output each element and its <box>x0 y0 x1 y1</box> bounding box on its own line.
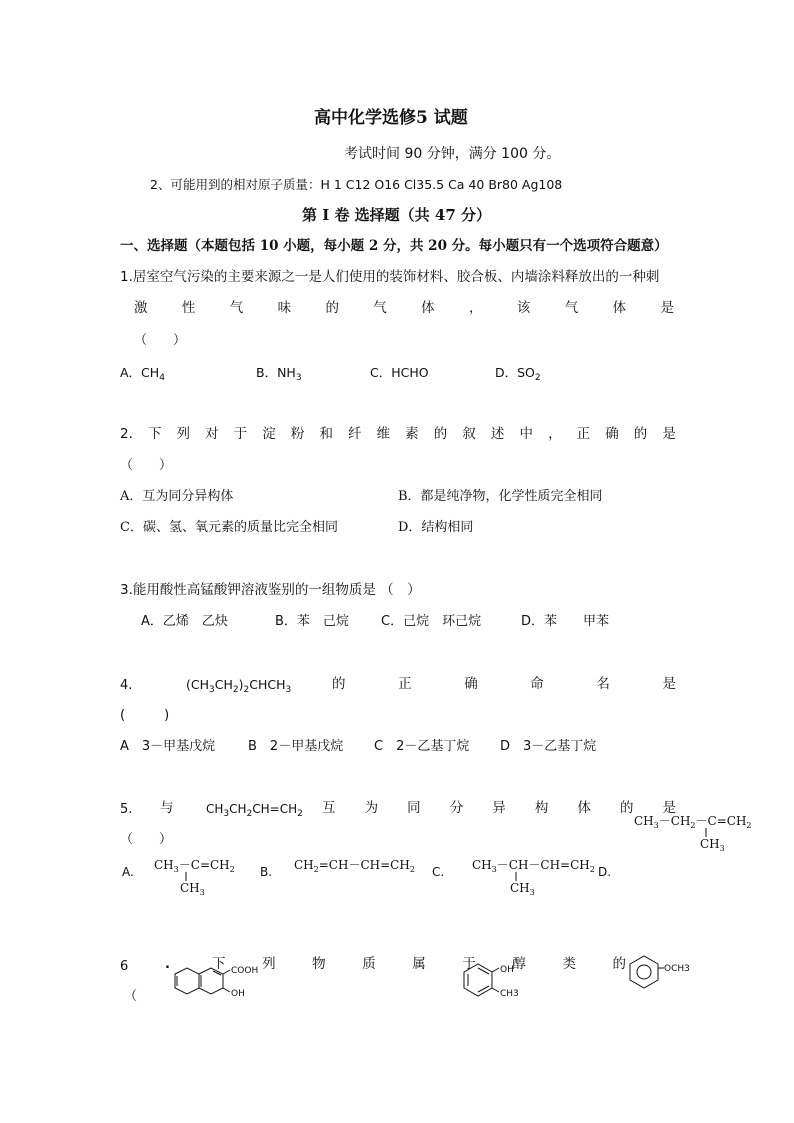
q6-char: 醇 <box>512 956 526 972</box>
q4-char: 确 <box>464 676 478 692</box>
q2-answer-blank: （ ） <box>120 458 173 473</box>
q1-option-a: A．$CH_4$ <box>120 365 165 383</box>
q4-option-b: B 2－甲基戊烷 <box>248 739 344 754</box>
q4-char: 正 <box>398 676 412 692</box>
q2-option-b: B．都是纯净物，化学性质完全相同 <box>398 489 603 504</box>
q6-number: 6 <box>120 959 129 974</box>
q2-char: 正 <box>576 426 591 442</box>
q5-char: 是 <box>662 800 676 816</box>
cresol-structure <box>458 958 538 1002</box>
q5-structure-a <box>152 854 235 897</box>
q5-stem-chars <box>322 802 676 816</box>
q5-label-a: A. <box>122 865 134 879</box>
q5-char: 互 <box>322 800 336 816</box>
q5-char: 构 <box>534 800 549 816</box>
q2-char: 于 <box>233 426 248 442</box>
q2-char: 的 <box>633 426 648 442</box>
q6-char: 下 <box>212 956 226 972</box>
q6-char: 列 <box>262 956 276 972</box>
q3-option-c: C．己烷 环己烷 <box>381 614 482 629</box>
q4-char: 是 <box>662 676 676 692</box>
svg-text:CH3: $CH_3$ <box>700 837 725 853</box>
q1-char: 性 <box>181 300 196 316</box>
q4-char: 的 <box>332 676 346 692</box>
q1-char: 激 <box>134 300 148 316</box>
q3-option-d: D．苯 甲苯 <box>521 614 610 629</box>
q2-stem-line1 <box>120 428 676 442</box>
q4-answer-blank: ( ) <box>120 708 170 723</box>
part-title: 第 I 卷 选择题（共 47 分） <box>302 206 492 224</box>
svg-text:CH2=CH－CH=CH2: $CH_2=CH-CH=CH_2$ <box>294 858 415 874</box>
q2-char: 的 <box>433 426 448 442</box>
svg-text:CH3－C=CH2: $CH_3-C=CH_2$ <box>154 858 235 874</box>
svg-text:OCH3: OCH3 <box>664 964 690 974</box>
q3-option-a: A．乙烯 乙炔 <box>141 614 228 629</box>
q2-char: 维 <box>376 426 391 442</box>
q1-char: 气 <box>229 300 244 316</box>
q2-char: 下 <box>147 426 162 442</box>
q1-stem-line1: 1.居室空气污染的主要来源之一是人们使用的装饰材料、胶合板、内墙涂料释放出的一种刺 <box>120 269 660 285</box>
section-heading: 一、选择题（本题包括 10 小题，每小题 2 分，共 20 分。每小题只有一个选项符合题意） <box>120 238 668 254</box>
q1-char: 的 <box>325 300 339 316</box>
q2-option-d: D．结构相同 <box>398 520 474 535</box>
q4-stem-chars <box>332 678 676 692</box>
q4-char: 命 <box>530 676 544 692</box>
q5-structure-b <box>292 854 415 874</box>
q2-char: 粉 <box>290 426 305 442</box>
q1-char: 体 <box>421 300 435 316</box>
q5-char: 为 <box>364 800 379 816</box>
svg-text:COOH: COOH <box>231 966 259 976</box>
q6-stem-chars <box>212 958 626 972</box>
q5-structure-d <box>632 810 752 853</box>
q2-char: 确 <box>605 426 619 442</box>
q5-structure-c <box>470 854 595 897</box>
q6-answer-blank: （ <box>124 989 138 1004</box>
q6-char: 类 <box>562 956 576 972</box>
q2-char: 对 <box>205 426 219 442</box>
q6-char: 的 <box>612 956 626 972</box>
q6-char: 属 <box>412 956 426 972</box>
q1-char: 气 <box>564 300 579 316</box>
svg-text:OH: OH <box>500 965 514 975</box>
q3-option-b: B．苯 己烷 <box>275 614 349 629</box>
q5-number: 5. <box>120 802 133 817</box>
q2-char: 纤 <box>348 426 362 442</box>
q2-char: 叙 <box>462 426 476 442</box>
q2-char: 和 <box>319 426 333 442</box>
q2-char: 淀 <box>262 426 276 442</box>
q6-char: 质 <box>362 956 376 972</box>
q4-formula: $(CH_3CH_2)_2CHCH_3$ <box>186 677 292 695</box>
svg-text:CH3－CH－CH=CH2: $CH_3-CH-CH=CH_2$ <box>472 858 595 874</box>
naphthol-carboxylic-acid-structure <box>162 962 268 1012</box>
q5-label-d: D. <box>598 865 612 879</box>
q5-char: 的 <box>619 800 634 816</box>
q2-char: 是 <box>662 426 676 442</box>
q5-char: 体 <box>577 800 591 816</box>
q2-char: 中 <box>519 426 533 442</box>
q2-option-c: C．碳、氢、氧元素的质量比完全相同 <box>120 520 338 535</box>
q4-number: 4. <box>120 678 133 693</box>
q1-option-c: C．HCHO <box>370 365 429 380</box>
q5-char: 同 <box>407 800 421 816</box>
q2-option-a: A．互为同分异构体 <box>120 489 234 504</box>
page-title: 高中化学选修5 试题 <box>314 108 468 128</box>
q2-char: 素 <box>405 426 419 442</box>
q1-char: 是 <box>660 300 674 316</box>
q5-char: 分 <box>449 800 464 816</box>
q4-option-c: C 2－乙基丁烷 <box>374 739 470 754</box>
q2-char: 列 <box>176 426 191 442</box>
atomic-masses: 2、可能用到的相对原子质量：H 1 C12 O16 Cl35.5 Ca 40 Br80 Ag108 <box>150 177 563 192</box>
q5-label-c: C. <box>432 865 445 879</box>
q1-char: 体 <box>612 300 627 316</box>
q4-char: 名 <box>596 676 610 692</box>
q5-char-with: 与 <box>160 800 174 816</box>
q1-char: 该 <box>516 300 531 316</box>
q6-char: 物 <box>312 956 326 972</box>
q5-answer-blank: （ ） <box>120 832 173 847</box>
q2-char: 述 <box>490 426 505 442</box>
q1-char: ， <box>469 300 483 316</box>
svg-text:CH3: CH3 <box>500 989 519 999</box>
svg-text:CH3－CH2－C=CH2: $CH_3-CH_2-C=CH_2$ <box>634 814 752 830</box>
svg-text:OH: OH <box>231 989 245 999</box>
q1-option-b: B．$NH_3$ <box>256 365 302 383</box>
q4-option-a: A 3－甲基戊烷 <box>120 739 216 754</box>
q5-label-b: B. <box>260 865 273 879</box>
q5-char: 异 <box>492 800 506 816</box>
q1-answer-blank: （ ） <box>134 333 187 348</box>
q4-option-d: D 3－乙基丁烷 <box>500 739 597 754</box>
q3-stem: 3.能用酸性高锰酸钾溶液鉴别的一组物质是 （ ） <box>120 582 421 598</box>
q2-char: ， <box>548 426 562 442</box>
q6-char: 于 <box>462 956 476 972</box>
q1-option-d: D．$SO_2$ <box>495 365 541 383</box>
q6-dot: . <box>165 957 170 972</box>
svg-text:CH3: $CH_3$ <box>180 881 205 897</box>
q1-stem-line2 <box>134 302 674 316</box>
q1-char: 味 <box>277 300 292 316</box>
q2-char: 2. <box>120 426 133 442</box>
q5-formula: $CH_3CH_2CH=CH_2$ <box>206 802 303 819</box>
q1-char: 气 <box>373 300 387 316</box>
anisole-structure <box>622 954 702 996</box>
svg-text:CH3: $CH_3$ <box>510 881 535 897</box>
exam-info: 考试时间 90 分钟，满分 100 分。 <box>344 146 561 162</box>
